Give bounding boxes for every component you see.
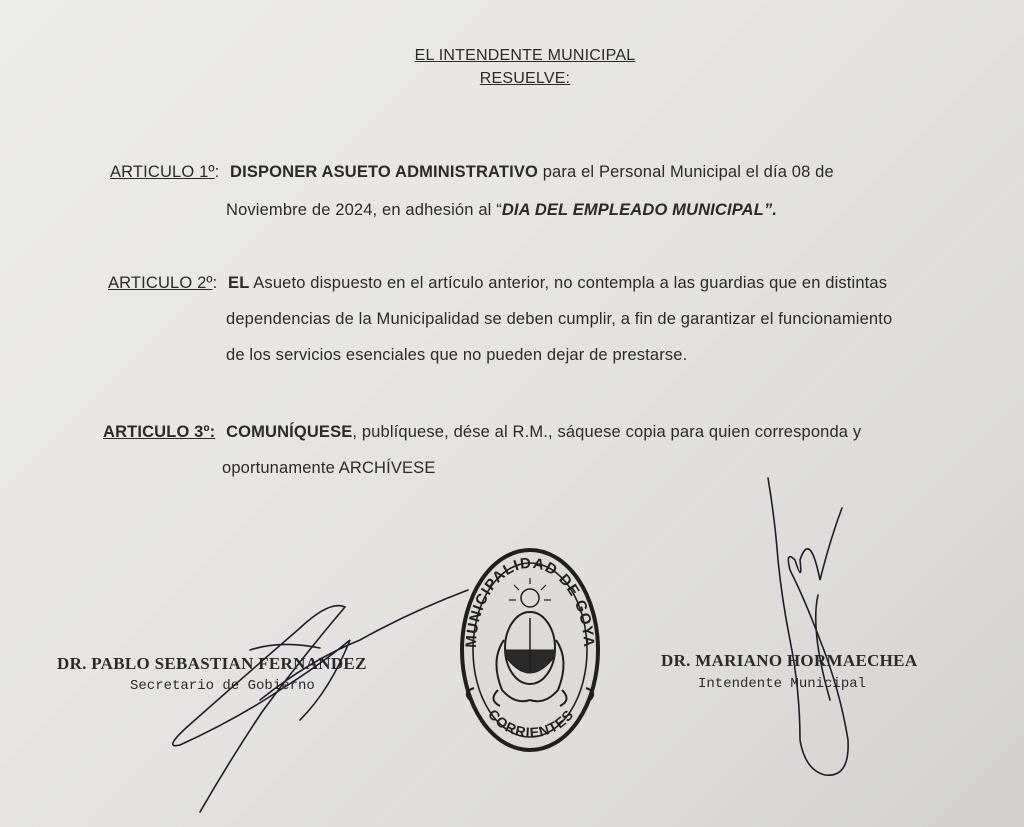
- article-3-label: ARTICULO 3º:: [103, 423, 216, 441]
- article-1-event-name: DIA DEL EMPLEADO MUNICIPAL”.: [501, 201, 778, 219]
- seal-top-text: MUNICIPALIDAD DE GOYA: [462, 554, 598, 649]
- left-signature: [173, 590, 468, 812]
- document-subheading: RESUELVE:: [479, 70, 571, 87]
- document-heading: EL INTENDENTE MUNICIPAL: [414, 47, 636, 64]
- right-signatory-role: Intendente Municipal: [698, 676, 867, 692]
- left-signatory-name: DR. PABLO SEBASTIAN FERNANDEZ: [57, 654, 367, 673]
- article-2-label: ARTICULO 2º: [108, 274, 213, 292]
- article-1-line-2: Noviembre de 2024, en adhesión al “DIA DEL EMPLEADO MUNICIPAL”.: [226, 201, 778, 219]
- article-2-line-1: ARTICULO 2º: EL Asueto dispuesto en el artículo anterior, no contempla a las guardias que en distintas: [108, 274, 888, 292]
- article-1-label: ARTICULO 1º: [110, 163, 215, 181]
- article-3-line-2: oportunamente ARCHÍVESE: [222, 459, 436, 477]
- article-1-bold-text: DISPONER ASUETO ADMINISTRATIVO: [230, 163, 538, 181]
- article-2-bold-text: EL: [228, 274, 250, 292]
- article-3-bold-text: COMUNÍQUESE: [226, 423, 353, 441]
- article-2-line-2: dependencias de la Municipalidad se deben cumplir, a fin de garantizar el funcionamiento: [226, 310, 893, 328]
- left-signatory-role: Secretario de Gobierno: [130, 678, 315, 694]
- seal-bottom-text: CORRIENTES: [485, 706, 577, 741]
- right-signature: [768, 478, 848, 775]
- right-signatory-name: DR. MARIANO HORMAECHEA: [661, 651, 918, 670]
- article-1-line-1: ARTICULO 1º: DISPONER ASUETO ADMINISTRATIVO para el Personal Municipal el día 08 de: [110, 163, 834, 181]
- article-2-line-3: de los servicios esenciales que no pueden dejar de prestarse.: [226, 346, 688, 364]
- municipal-seal: [462, 550, 598, 750]
- article-3-line-1: ARTICULO 3º: COMUNÍQUESE, publíquese, dése al R.M., sáquese copia para quien corresponda y: [103, 423, 862, 441]
